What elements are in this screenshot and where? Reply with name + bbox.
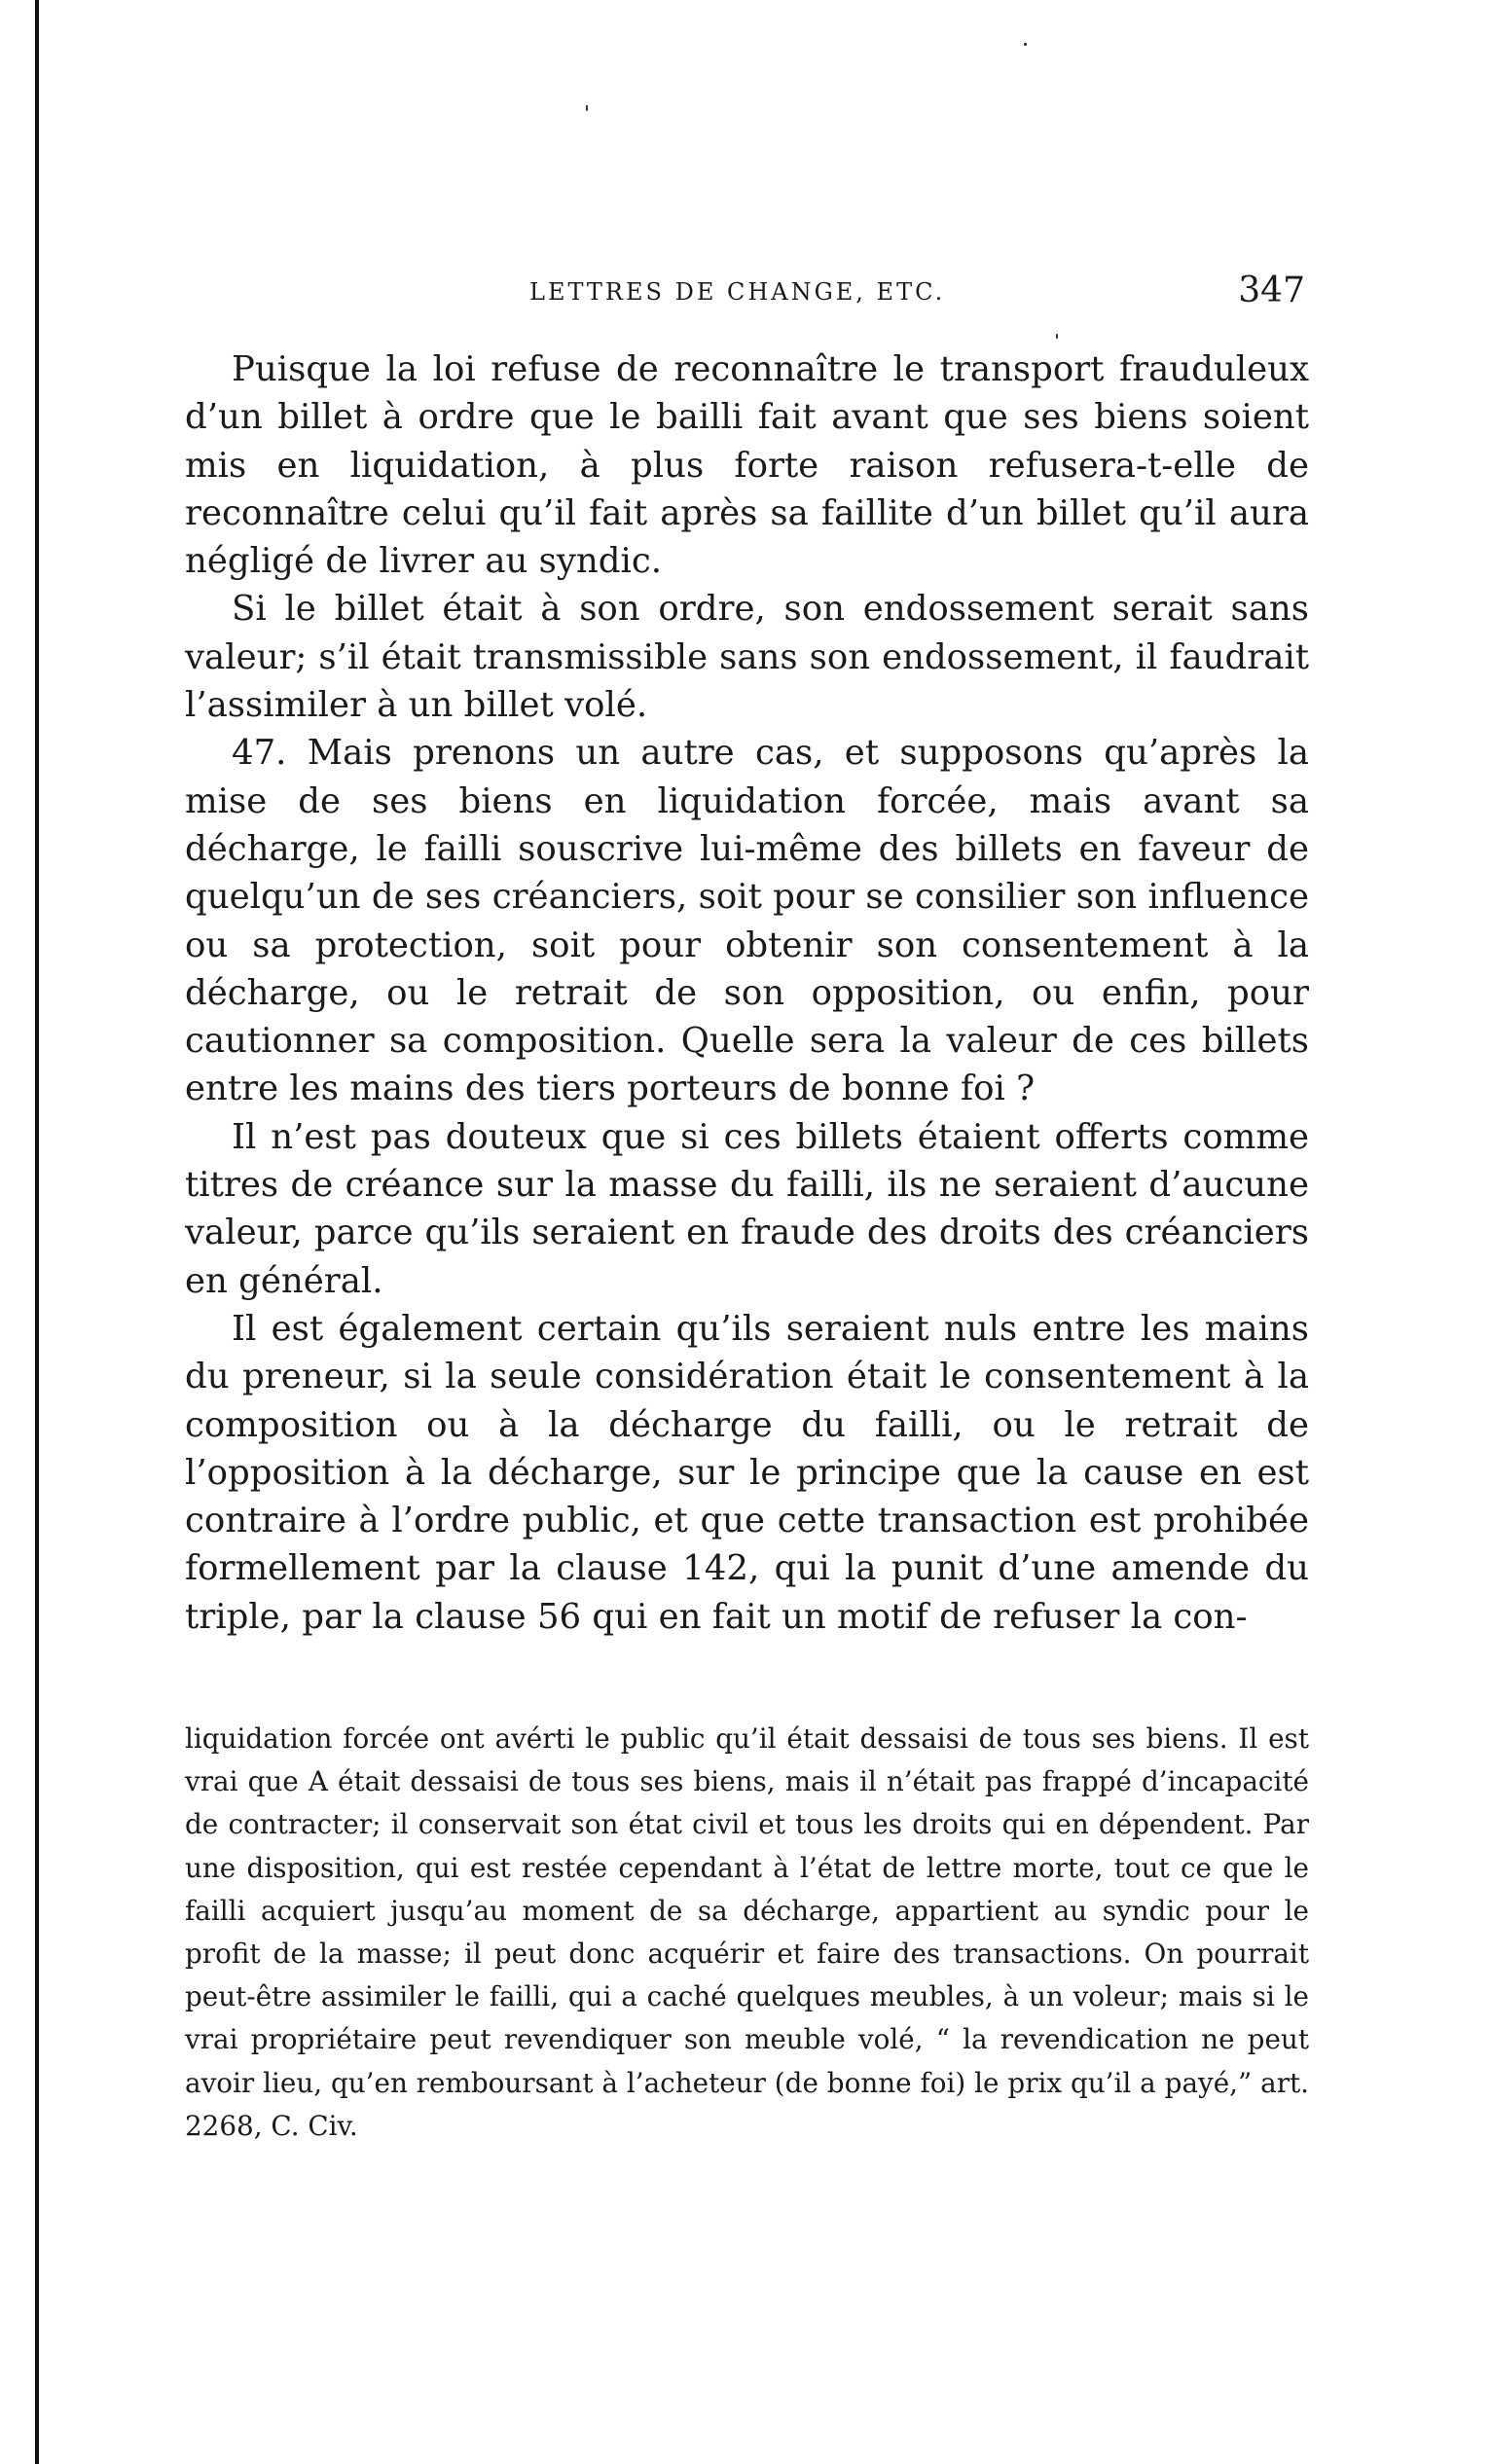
running-head: [185, 272, 1309, 321]
paragraph: Il est également certain qu’ils seraient nuls entre les mains du preneur, si la seule considération était le consentement à la composition ou à la décharge du failli, ou le retrait de l’opposition à la décharge, sur le principe que la cause en est contraire à l’ordre public, et que cette transaction est prohibée formellement par la clause 142, qui la punit d’une amende du triple, par la clause 56 qui en fait un motif de refuser la con-: [185, 1308, 1309, 1637]
paragraph: 47. Mais prenons un autre cas, et supposons qu’après la mise de ses biens en liquidation forcée, mais avant sa décharge, le failli souscrive lui-même des billets en faveur de quelqu’un de ses créanciers, soit pour se consilier son influence ou sa protection, soit pour obtenir son consentement à la décharge, ou le retrait de son opposition, ou enfin, pour cautionner sa composition. Quelle sera la valeur de ces billets entre les mains des tiers porteurs de bonne foi ?: [185, 733, 1309, 1109]
body-text: [185, 345, 1309, 1641]
footnote: [185, 1718, 1309, 2148]
paragraph: Puisque la loi refuse de reconnaître le transport frauduleux d’un billet à ordre que le bailli fait avant que ses biens soient mis en liquidation, à plus forte raison refusera-t-elle de reconnaître celui qu’il fait après sa faillite d’un billet qu’il aura négligé de livrer au syndic.: [185, 349, 1309, 582]
binding-edge: [35, 0, 39, 2464]
running-head-title: LETTRES DE CHANGE, ETC.: [529, 278, 946, 306]
paragraph: Si le billet était à son ordre, son endossement serait sans valeur; s’il était transmissible sans son endossement, il faudrait l’assimiler à un billet volé.: [185, 589, 1309, 726]
scan-speck: [1056, 334, 1058, 339]
page-number: 347: [1238, 271, 1305, 310]
scan-speck: [1024, 43, 1027, 46]
scan-speck: [586, 105, 588, 111]
footnote-text: liquidation forcée ont avérti le public qu’il était dessaisi de tous ses biens. Il est vrai que A était dessaisi de tous ses biens, mais il n’était pas frappé d’incapacité de contracter; il conservait son état civil et tous les droits qui en dépendent. Par une disposition, qui est restée cependant à l’état de lettre morte, tout ce que le failli acquiert jusqu’au moment de sa décharge, appartient au syndic pour le profit de la masse; il peut donc acquérir et faire des transactions. On pourrait peut-être assimiler le failli, qui a caché quelques meubles, à un voleur; mais si le vrai propriétaire peut revendiquer son meuble volé, “ la revendication ne peut avoir lieu, qu’en remboursant à l’acheteur (de bonne foi) le prix qu’il a payé,” art. 2268, C. Civ.: [185, 1722, 1309, 2142]
paragraph: Il n’est pas douteux que si ces billets étaient offerts comme titres de créance sur la masse du failli, ils ne seraient d’aucune valeur, parce qu’ils seraient en fraude des droits des créanciers en général.: [185, 1116, 1309, 1301]
